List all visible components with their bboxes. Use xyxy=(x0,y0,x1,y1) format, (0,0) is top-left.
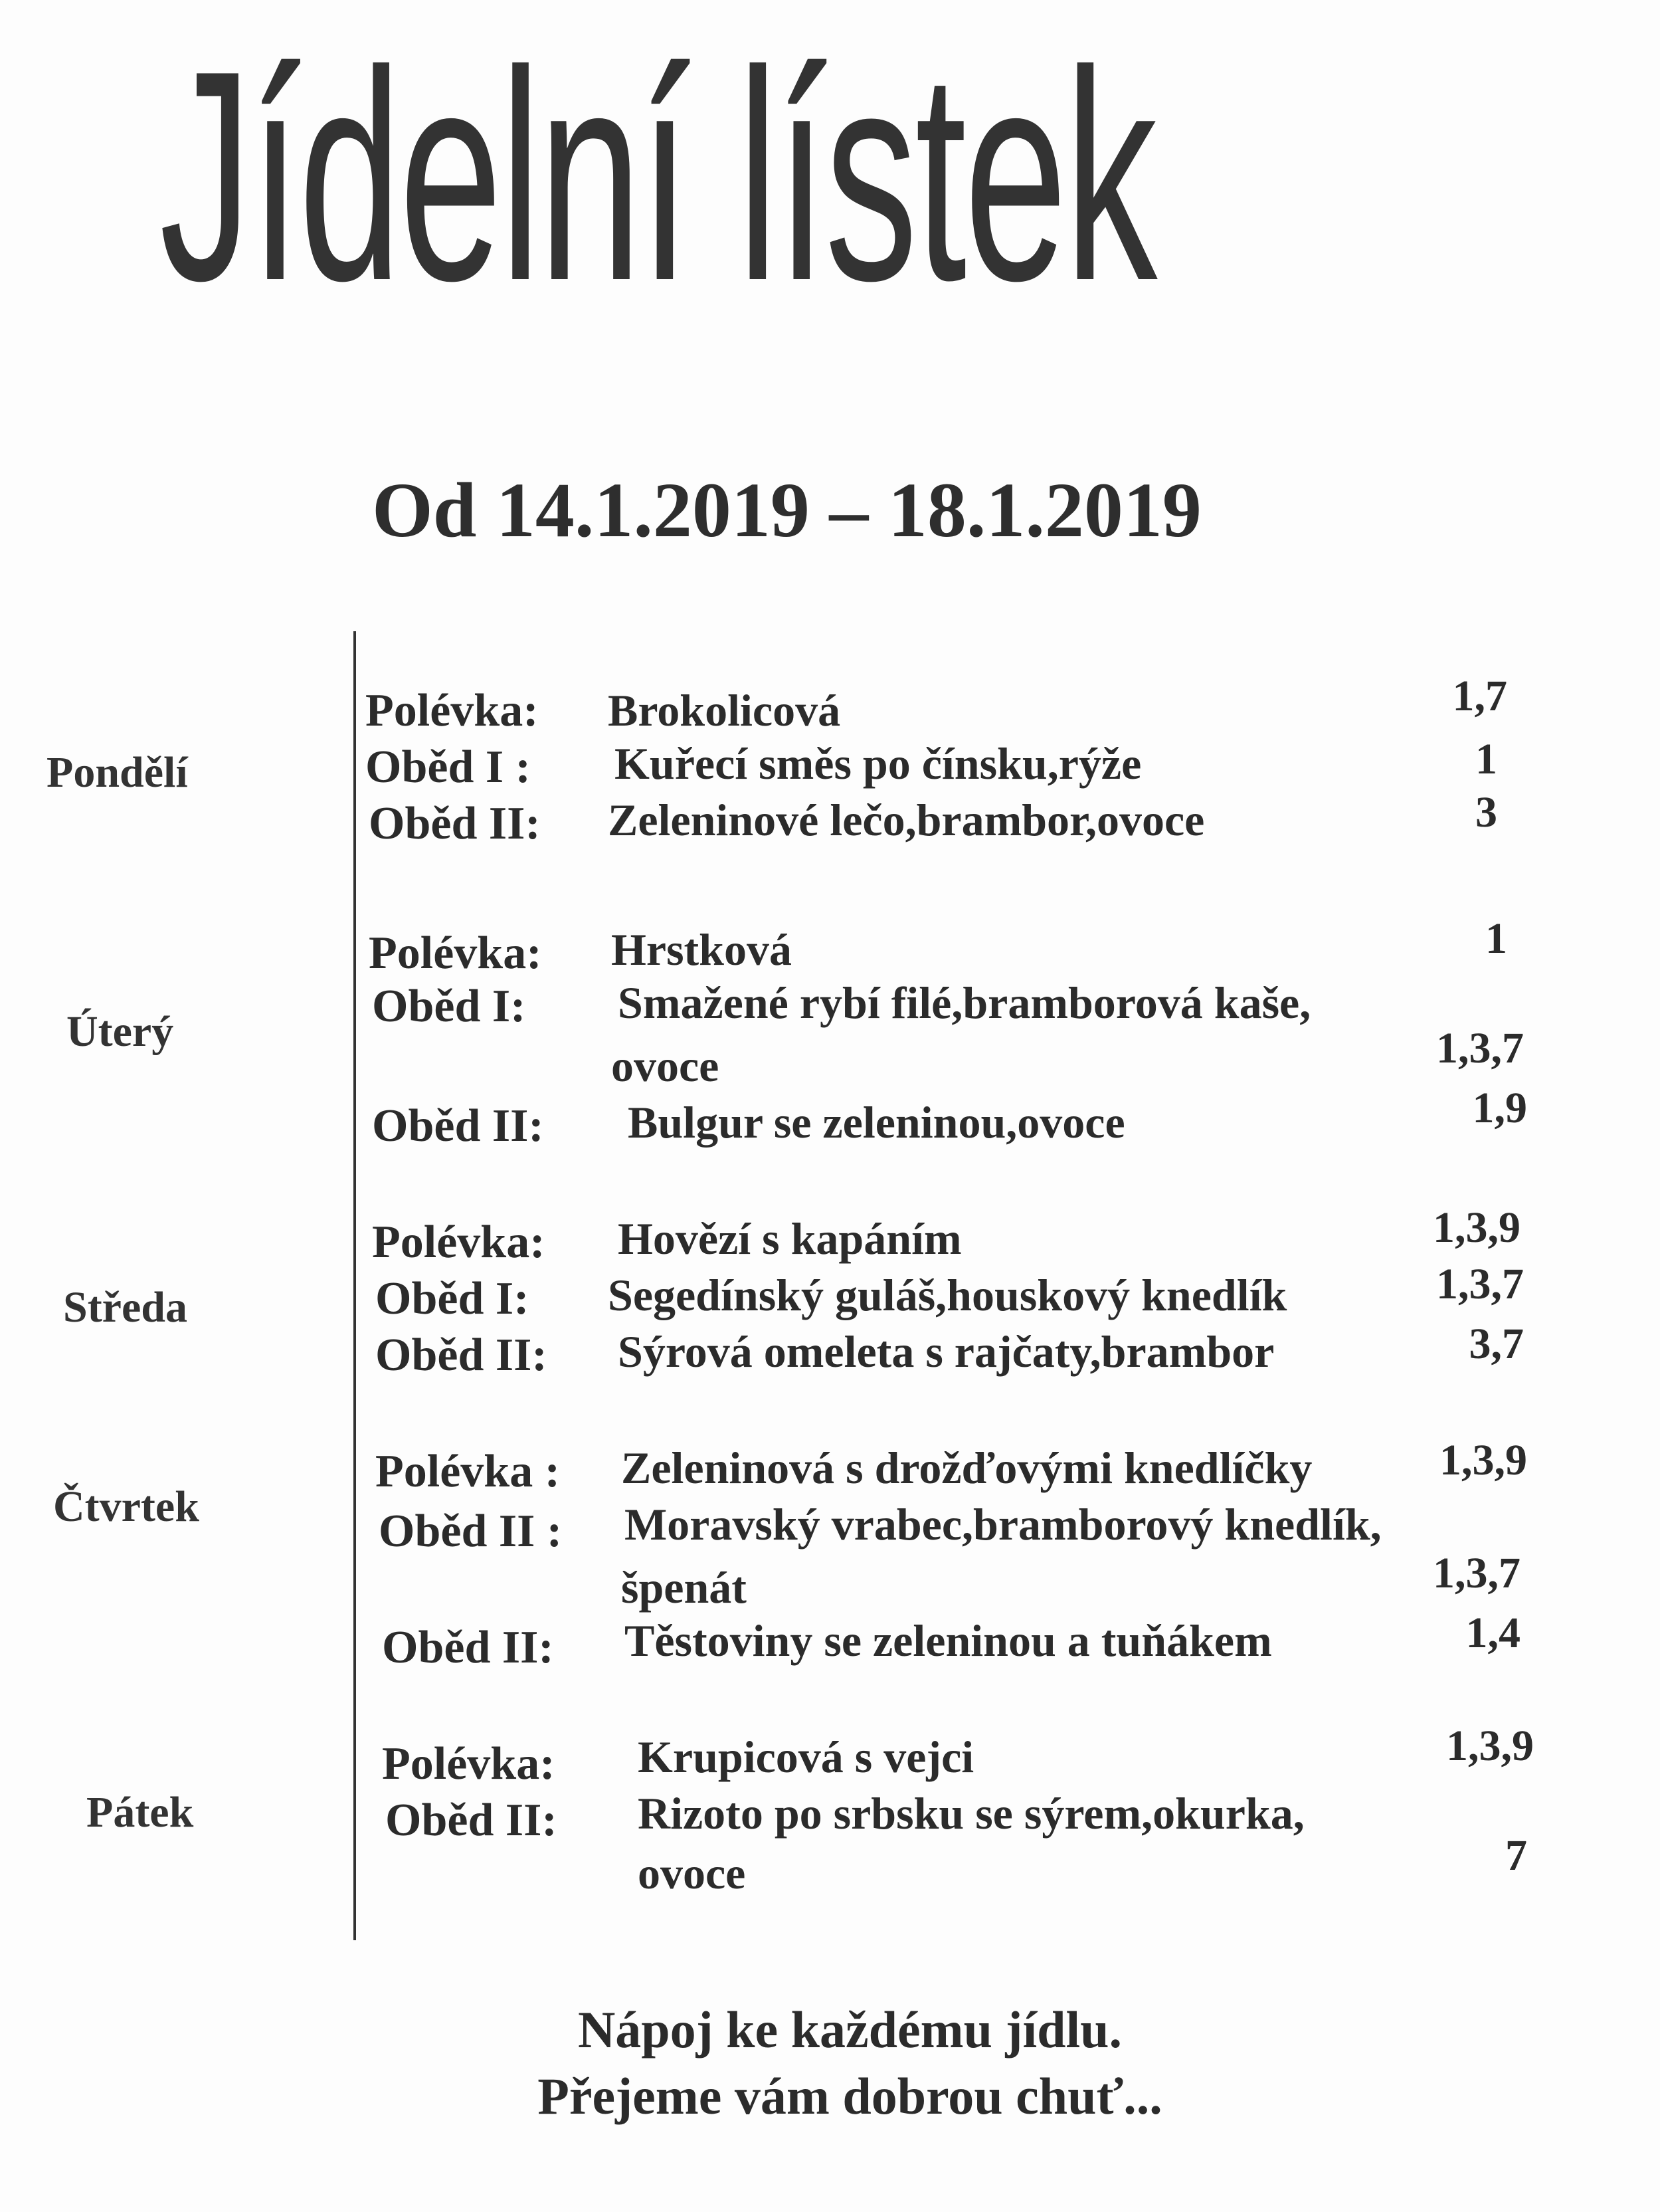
row-label: Polévka: xyxy=(372,1217,545,1268)
dish-continuation: špenát xyxy=(621,1562,747,1613)
footer-line-2: Přejeme vám dobrou chuť... xyxy=(537,2067,1162,2125)
dish: Smažené rybí filé,bramborová kaše, xyxy=(618,977,1311,1028)
dish: Hrstková xyxy=(611,924,792,975)
column-divider xyxy=(353,631,356,1940)
dish: Brokolicová xyxy=(608,685,841,736)
row-label: Oběd II: xyxy=(372,1100,544,1152)
allergens: 7 xyxy=(1505,1831,1527,1880)
dish: Zeleninová s drožďovými knedlíčky xyxy=(621,1443,1313,1493)
row-label: Oběd II : xyxy=(379,1506,563,1557)
dish: Hovězí s kapáním xyxy=(618,1213,962,1264)
dish: Těstoviny se zeleninou a tuňákem xyxy=(624,1615,1272,1666)
allergens: 1,3,9 xyxy=(1433,1203,1521,1252)
row-label: Polévka: xyxy=(365,685,539,736)
footer-line-1: Nápoj ke každému jídlu. xyxy=(577,2001,1123,2059)
dish: Krupicová s vejci xyxy=(638,1732,974,1782)
dish: Sýrová omeleta s rajčaty,brambor xyxy=(618,1326,1275,1377)
row-label: Oběd II: xyxy=(369,798,541,849)
allergens: 1,3,9 xyxy=(1446,1722,1534,1770)
day-name: Středa xyxy=(63,1283,187,1332)
dish: Zeleninové lečo,brambor,ovoce xyxy=(608,795,1205,845)
dish: Moravský vrabec,bramborový knedlík, xyxy=(624,1499,1382,1550)
menu-title: Jídelní lístek xyxy=(159,9,1155,343)
allergens: 1,4 xyxy=(1465,1609,1521,1657)
row-label: Polévka: xyxy=(382,1738,555,1789)
row-label: Oběd I : xyxy=(365,742,531,793)
dish: Kuřecí směs po čínsku,rýže xyxy=(614,738,1142,789)
row-label: Oběd I: xyxy=(372,981,526,1032)
row-label: Polévka : xyxy=(375,1446,561,1497)
row-label: Oběd II: xyxy=(382,1622,554,1673)
row-label: Oběd II: xyxy=(385,1795,557,1846)
allergens: 1,3,9 xyxy=(1439,1436,1527,1484)
day-name: Úterý xyxy=(66,1007,174,1056)
dish: Rizoto po srbsku se sýrem,okurka, xyxy=(638,1788,1305,1839)
allergens: 1,7 xyxy=(1452,672,1507,720)
allergens: 1 xyxy=(1485,914,1507,963)
allergens: 3 xyxy=(1475,788,1497,837)
row-label: Polévka: xyxy=(369,928,542,979)
dish: Bulgur se zeleninou,ovoce xyxy=(628,1097,1125,1148)
date-range: Od 14.1.2019 – 18.1.2019 xyxy=(372,466,1202,553)
allergens: 1,3,7 xyxy=(1436,1260,1524,1308)
allergens: 1,9 xyxy=(1472,1084,1527,1132)
row-label: Oběd I: xyxy=(375,1273,529,1324)
day-name: Pondělí xyxy=(46,748,188,797)
day-name: Čtvrtek xyxy=(53,1482,199,1531)
allergens: 1 xyxy=(1475,735,1497,783)
dish: Segedínský guláš,houskový knedlík xyxy=(608,1270,1287,1320)
day-name: Pátek xyxy=(86,1788,194,1837)
row-label: Oběd II: xyxy=(375,1330,547,1381)
dish-continuation: ovoce xyxy=(611,1041,719,1091)
dish-continuation: ovoce xyxy=(638,1848,746,1898)
allergens: 1,3,7 xyxy=(1436,1024,1524,1072)
allergens: 1,3,7 xyxy=(1433,1549,1521,1597)
allergens: 3,7 xyxy=(1469,1320,1524,1368)
